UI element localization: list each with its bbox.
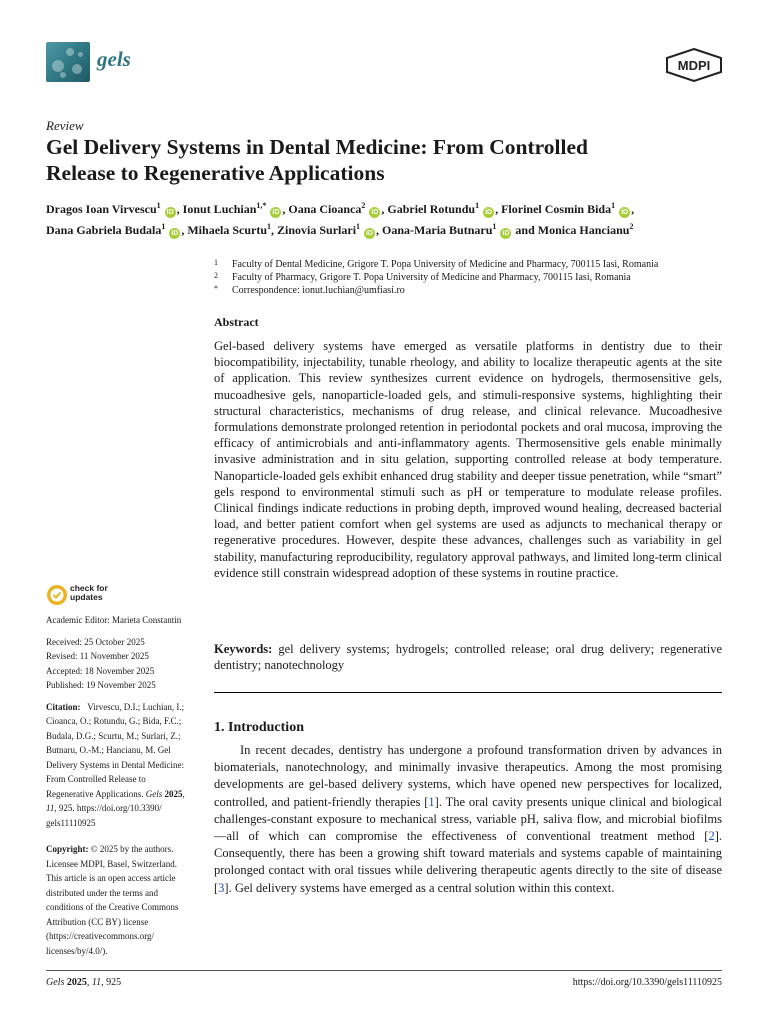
affiliation-text: Faculty of Pharmacy, Grigore T. Popa University of Medicine and Pharmacy, 700115 Iasi, Romania xyxy=(232,272,631,283)
intro-text: ]. Gel delivery systems have emerged as a central solution within this context. xyxy=(224,880,615,895)
author-name[interactable]: Oana Cioanca xyxy=(288,202,362,216)
abstract-text: Gel-based delivery systems have emerged as versatile platforms in dentistry due to their biocompatibility, injectability, tunable rheology, and ability to localize therapeutic agents at the site of application. This review synthesizes current evidence on hydrogels, thermosensitive gels, mucoadhesive gels, nanoparticle-loaded gels, and stimuli-responsive systems, highlighting their structural characteristics, mechanisms of drug release, and clinical relevance. Mucoadhesive formulations demonstrate prolonged retention in periodontal pockets and oral mucosa, improving the efficacy of antimicrobials and anti-inflammatory agents. Thermosensitive gels enable minimally invasive administration and in situ gelation, supporting controlled release at body temperature. Nanoparticle-loaded gels exhibit enhanced drug stability and deeper tissue penetration, while “smart” gels respond to environmental stimuli such as pH or temperature to modulate release profiles. Clinical findings indicate reductions in probing depth, improved wound healing, decreased bacterial load, and better patient comfort when gel systems are used as adjuncts to mechanical therapy or regenerative procedures. However, despite these advances, challenges such as variability in gel stability, manufacturing reproducibility, regulatory approval pathways, and limited long-term clinical evidence still constrain widespread adoption of these systems in routine practice. xyxy=(214,339,722,580)
article-info-sidebar xyxy=(46,613,198,958)
abstract-heading: Abstract xyxy=(214,315,259,329)
affiliation-item xyxy=(214,271,734,284)
section-heading: 1. Introduction xyxy=(214,720,304,735)
affiliation-mark: 2 xyxy=(214,271,218,280)
copyright-line: conditions of the Creative Commons xyxy=(46,902,179,912)
citation-line: Regenerative Applications. xyxy=(46,788,144,799)
received-date: Received: 25 October 2025 xyxy=(46,636,145,647)
orcid-icon[interactable]: iD xyxy=(166,209,174,216)
citation-volume: 11 xyxy=(46,803,55,813)
check-for-updates-icon[interactable] xyxy=(46,584,68,606)
author-name[interactable]: Dragos Ioan Virvescu xyxy=(46,202,157,216)
check-label-line: check for xyxy=(70,583,108,593)
author-name[interactable]: Oana-Maria Butnaru xyxy=(382,223,493,237)
copyright-line: © 2025 by the authors. xyxy=(90,844,174,854)
copyright-line: distributed under the terms and xyxy=(46,887,158,898)
academic-editor: Academic Editor: Marieta Constantin xyxy=(46,615,182,625)
license-link[interactable]: (https://creativecommons.org/ xyxy=(46,931,155,941)
reference-link[interactable]: 1 xyxy=(428,794,435,809)
orcid-icon[interactable]: iD xyxy=(621,209,629,216)
authors-and: and xyxy=(515,223,535,237)
published-date: Published: 19 November 2025 xyxy=(46,680,156,690)
footer-volume: 11 xyxy=(91,977,102,988)
author-name[interactable]: Dana Gabriela Budala xyxy=(46,223,162,237)
copyright-label: Copyright: xyxy=(46,844,89,854)
author-affil-sup: 2 xyxy=(361,201,366,210)
intro-text: ]. Consequently, there has been a growing shift toward materials and systems capable of maintaining prolonged contact with oral tissues while delivering therapeutic agents directly to the site of disease [ xyxy=(214,829,722,895)
accepted-date: Accepted: 18 November 2025 xyxy=(46,665,155,676)
footer-page: 925 xyxy=(106,977,122,988)
copyright-line: Attribution (CC BY) license xyxy=(46,916,149,927)
author-affil-sup: 1 xyxy=(356,222,361,231)
revised-date: Revised: 11 November 2025 xyxy=(46,651,149,661)
author-name[interactable]: Gabriel Rotundu xyxy=(387,202,476,216)
footer-journal: Gels xyxy=(46,977,65,988)
check-for-updates-label[interactable] xyxy=(70,584,108,602)
footer-year: 2025 xyxy=(66,977,87,988)
orcid-icon[interactable]: iD xyxy=(272,209,280,216)
copyright-line: This article is an open access article xyxy=(46,873,176,883)
author-affil-sup: 1,* xyxy=(256,201,267,210)
intro-text: In recent decades, dentistry has undergone a profound transformation driven by advances in biomaterials, nanotechnology, and minimally invasive therapeutics. Among the most promising developments are gel-based delivery systems, which have opened new perspectives for localized, controlled, and patient-friendly therapies [ xyxy=(214,743,722,809)
license-link[interactable]: licenses/by/4.0/). xyxy=(46,945,108,956)
author-affil-sup: 1 xyxy=(611,201,616,210)
author-affil-sup: 2 xyxy=(629,222,634,231)
citation-line: Cioanca, O.; Rotundu, G.; Bida, F.C.; xyxy=(46,716,182,726)
author-line-2: Dana Gabriela Budala$^1$ iD , Mihaela Scurtu$^1$, Zinovia Surlari$^1$ iD , Oana-Maria Butnaru$^1$ iD and Monica Hancianu$^2$ xyxy=(46,222,634,237)
citation-line: Delivery Systems in Dental Medicine: xyxy=(46,759,184,770)
affiliation-mark: * xyxy=(214,284,218,293)
title-line-2: Release to Regenerative Applications xyxy=(46,161,385,185)
correspondence-text[interactable]: Correspondence: ionut.luchian@umfiasi.ro xyxy=(232,285,405,296)
author-affil-sup: 1 xyxy=(267,222,272,231)
affiliation-text: Faculty of Dental Medicine, Grigore T. Popa University of Medicine and Pharmacy, 700115 Iasi, Romania xyxy=(232,259,659,270)
introduction-paragraph xyxy=(214,742,722,897)
citation-journal: Gels xyxy=(145,788,163,799)
author-list xyxy=(46,197,736,239)
orcid-icon[interactable]: iD xyxy=(366,230,374,237)
affiliation-item xyxy=(214,258,734,271)
affiliations xyxy=(214,258,734,297)
orcid-icon[interactable]: iD xyxy=(502,230,510,237)
keywords-label: Keywords: xyxy=(214,642,273,656)
author-affil-sup: 1 xyxy=(475,201,480,210)
article-title xyxy=(46,134,726,186)
author-name[interactable]: Ionut Luchian xyxy=(182,202,257,216)
intro-text: ]. The oral cavity presents unique clinical and biological challenges-constant exposure to mechanical stress, variable pH, saliva flow, and microbial biofilms—all of which can compromise the effectiveness of conventional treatment method [ xyxy=(214,794,722,844)
author-name[interactable]: Mihaela Scurtu xyxy=(187,223,268,237)
keywords xyxy=(214,641,722,673)
author-affil-sup: 1 xyxy=(161,222,166,231)
citation-line: Virvescu, D.I.; Luchian, I.; xyxy=(87,701,185,712)
citation-block: Citation: Virvescu, D.I.; Luchian, I.; Cioanca, O.; Rotundu, G.; Bida, F.C.; Budala, D.G.; Scurtu, M.; Surlari, Z.; Butnaru, O.-M.; Hancianu, M. Gel Delivery Systems in Dental Medicine: From Controlled Release to Regenerative Applications. Gels 2025, 11, 925. https://doi.org/10.3390/ gels11110925 xyxy=(46,700,198,831)
copyright-block xyxy=(46,842,198,958)
footer-doi-link[interactable]: https://doi.org/10.3390/gels11110925 xyxy=(572,977,722,988)
citation-line: Butnaru, O.-M.; Hancianu, M. Gel xyxy=(46,745,171,755)
citation-label: Citation: xyxy=(46,701,81,712)
reference-link[interactable]: 3 xyxy=(218,880,225,895)
keywords-text: gel delivery systems; hydrogels; controlled release; oral drug delivery; regenerative dentistry; nanotechnology xyxy=(214,642,723,673)
author-affil-sup: 1 xyxy=(492,222,497,231)
citation-year: 2025 xyxy=(164,788,183,799)
citation-doi[interactable]: , 925. https://doi.org/10.3390/ xyxy=(54,803,162,813)
article-type: Review xyxy=(46,118,84,133)
mdpi-logo xyxy=(666,48,722,82)
affiliation-item xyxy=(214,284,734,297)
mdpi-logo-text: MDPI xyxy=(677,58,711,73)
journal-name: gels xyxy=(97,47,131,71)
citation-line: From Controlled Release to xyxy=(46,774,146,784)
reference-link[interactable]: 2 xyxy=(708,829,715,844)
citation-doi[interactable]: gels11110925 xyxy=(46,817,96,828)
title-line-1: Gel Delivery Systems in Dental Medicine: From Controlled xyxy=(46,135,588,159)
footer-citation: Gels 2025, 11, 925 xyxy=(46,977,122,988)
affiliation-mark: 1 xyxy=(214,258,218,267)
author-name[interactable]: Monica Hancianu xyxy=(537,223,630,237)
section-divider xyxy=(214,692,722,693)
author-name[interactable]: Florinel Cosmin Bida xyxy=(501,202,612,216)
orcid-icon[interactable]: iD xyxy=(171,230,179,237)
journal-logo xyxy=(46,42,90,82)
check-label-line: updates xyxy=(70,592,103,602)
author-name[interactable]: Zinovia Surlari xyxy=(277,223,357,237)
footer-divider xyxy=(46,970,722,971)
orcid-icon[interactable]: iD xyxy=(371,209,379,216)
author-affil-sup: 1 xyxy=(156,201,161,210)
author-line-1: Dragos Ioan Virvescu$^1$ iD , Ionut Luchian$^{1,*}$ iD , Oana Cioanca$^2$ iD , Gabriel Rotundu$^1$ iD , Florinel Cosmin Bida$^1$ iD , xyxy=(46,201,635,216)
copyright-line: Licensee MDPI, Basel, Switzerland. xyxy=(46,858,177,869)
orcid-icon[interactable]: iD xyxy=(485,209,493,216)
citation-line: Budala, D.G.; Scurtu, M.; Surlari, Z.; xyxy=(46,730,181,741)
